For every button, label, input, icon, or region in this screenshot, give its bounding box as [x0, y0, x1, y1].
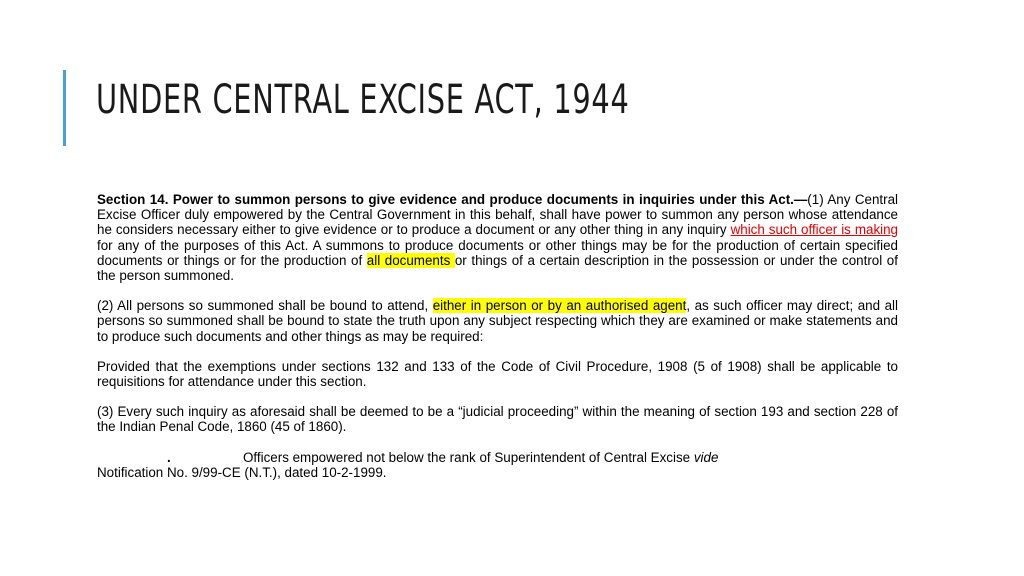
- p1-text-b: for any of the purposes of this Act. A summons to produce documents or other things may be for the production of certain specified documents or things or for the production of: [97, 237, 898, 268]
- title-accent-bar: [63, 70, 66, 146]
- proviso-paragraph: Provided that the exemptions under sections 132 and 133 of the Code of Civil Procedure, 1908 (5 of 1908) shall be applicable to requisitions for attendance under this section.: [97, 358, 898, 390]
- red-underlined-phrase: which such officer is making: [730, 222, 899, 238]
- p2-text-b: , as such officer may direct; and all persons so summoned shall be bound to state the truth upon any subject respecting which they are examined or make statements and to produce such documents and other things as may be required:: [97, 298, 898, 344]
- section-14-paragraph-1: [97, 192, 898, 283]
- footnote-italic: vide: [693, 449, 719, 465]
- slide-title: UNDER CENTRAL EXCISE ACT, 1944: [96, 77, 630, 123]
- footnote-marker: .: [167, 449, 171, 465]
- section-14-paragraph-2: [97, 298, 898, 344]
- footnote-text-b: Notification No. 9/99-CE (N.T.), dated 10-2-1999.: [97, 464, 387, 480]
- p1-text-a: (1) Any Central Excise Officer duly empowered by the Central Government in this behalf, shall have power to summon any person whose attendance he considers necessary either to give evidence or to produce a document or any other thing in any inquiry: [97, 192, 899, 238]
- slide-body: [97, 192, 898, 480]
- section-heading: Section 14. Power to summon persons to give evidence and produce documents in inquiries under this Act.—: [97, 192, 808, 207]
- p1-text-c: or things of a certain description in the possession or under the control of the person summoned.: [97, 252, 898, 284]
- highlight-all-documents: all documents: [366, 252, 455, 268]
- footnote: [97, 450, 898, 480]
- highlight-authorised-agent: either in person or by an authorised agent: [432, 298, 687, 314]
- p2-text-a: (2) All persons so summoned shall be bound to attend,: [97, 298, 433, 314]
- footnote-text-a: Officers empowered not below the rank of Superintendent of Central Excise: [243, 449, 694, 465]
- section-14-paragraph-3: (3) Every such inquiry as aforesaid shall be deemed to be a “judicial proceeding” within the meaning of section 193 and section 228 of the Indian Penal Code, 1860 (45 of 1860).: [97, 404, 898, 435]
